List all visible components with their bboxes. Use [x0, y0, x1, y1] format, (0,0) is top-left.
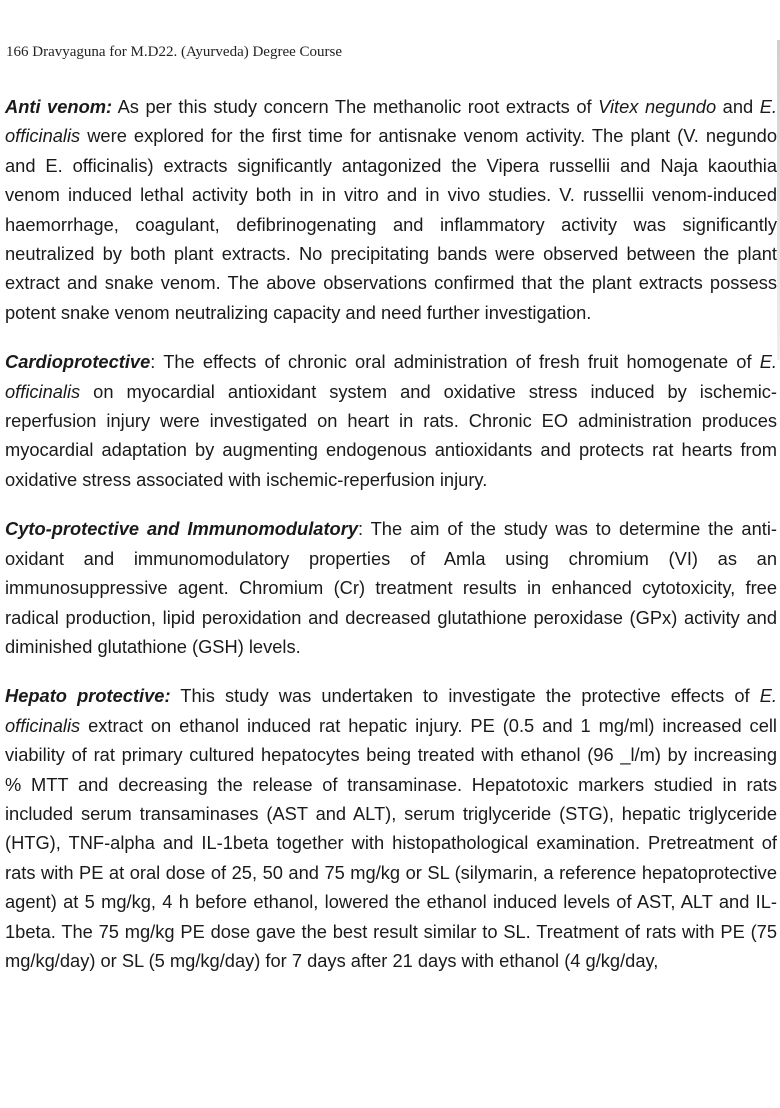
paragraph-hepato-protective — [5, 681, 777, 975]
text: As per this study concern The methanolic root extracts of — [112, 96, 599, 117]
species-name: E. officinalis — [5, 685, 777, 736]
species-name: E. officinalis — [5, 96, 777, 147]
text: This study was undertaken to investigate the protective effects of — [170, 685, 760, 707]
text: were explored for the first time for antisnake venom activity. The plant (V. negundo and E. officinalis) extracts significantly antagonized the Vipera russellii and Naja kaouthia venom induced lethal activity both in in vitro and in vivo studies. V. russellii venom-induced haemorrhage, coagulant, defibrinogenating and inflammatory activity was significantly neutralized by both plant extracts. No precipitating bands were observed between the plant extract and snake venom. The above observations confirmed that the plant extracts possess potent snake venom neutralizing capacity and need further investigation. — [5, 125, 777, 323]
text: on myocardial antioxidant system and oxidative stress induced by ischemic-reperfusion injury were investigated on heart in rats. Chronic EO administration produces myocardial adaptation by augmenting endogenous antioxidants and protects rat hearts from oxidative stress associated with ischemic-reperfusion injury. — [5, 380, 777, 490]
species-name: Vitex negundo — [598, 96, 717, 117]
text: : The aim of the study was to determine the anti-oxidant and immunomodulatory properties of Amla using chromium (VI) as an immunosuppressive agent. Chromium (Cr) treatment results in enhanced cytotoxicity, free radical production, lipid peroxidation and decreased glutathione peroxidase (GPx) activity and diminished glutathione (GSH) levels. — [5, 518, 777, 657]
text: : The effects of chronic oral administration of fresh fruit homogenate of — [150, 351, 760, 373]
running-header: 166 Dravyaguna for M.D22. (Ayurveda) Degree Course — [6, 44, 343, 60]
heading-cardioprotective: Cardioprotective — [5, 351, 151, 373]
paragraph-cardioprotective — [5, 347, 777, 494]
paragraph-cyto-protective — [5, 514, 777, 661]
paragraph-anti-venom — [5, 92, 777, 327]
species-name: E. officinalis — [5, 351, 777, 402]
heading-cyto-protective: Cyto-protective and Immunomodulatory — [5, 518, 358, 540]
page-body — [5, 92, 777, 995]
text: and — [716, 96, 760, 117]
heading-anti-venom: Anti venom: — [5, 96, 113, 117]
heading-hepato-protective: Hepato protective: — [5, 685, 171, 707]
text: extract on ethanol induced rat hepatic injury. PE (0.5 and 1 mg/ml) increased cell viability of rat primary cultured hepatocytes being treated with ethanol (96 _l/m) by increasing % MTT and decreasing the release of transaminase. Hepatotoxic markers studied in rats included serum transaminases (AST and ALT), serum triglyceride (STG), hepatic triglyceride (HTG), TNF-alpha and IL-1beta together with histopathological examination. Pretreatment of rats with PE at oral dose of 25, 50 and 75 mg/kg or SL (silymarin, a reference hepatoprotective agent) at 5 mg/kg, 4 h before ethanol, lowered the ethanol induced levels of AST, ALT and IL-1beta. The 75 mg/kg PE dose gave the best result similar to SL. Treatment of rats with PE (75 mg/kg/day) or SL (5 mg/kg/day) for 7 days after 21 days with ethanol (4 g/kg/day, — [5, 714, 777, 971]
